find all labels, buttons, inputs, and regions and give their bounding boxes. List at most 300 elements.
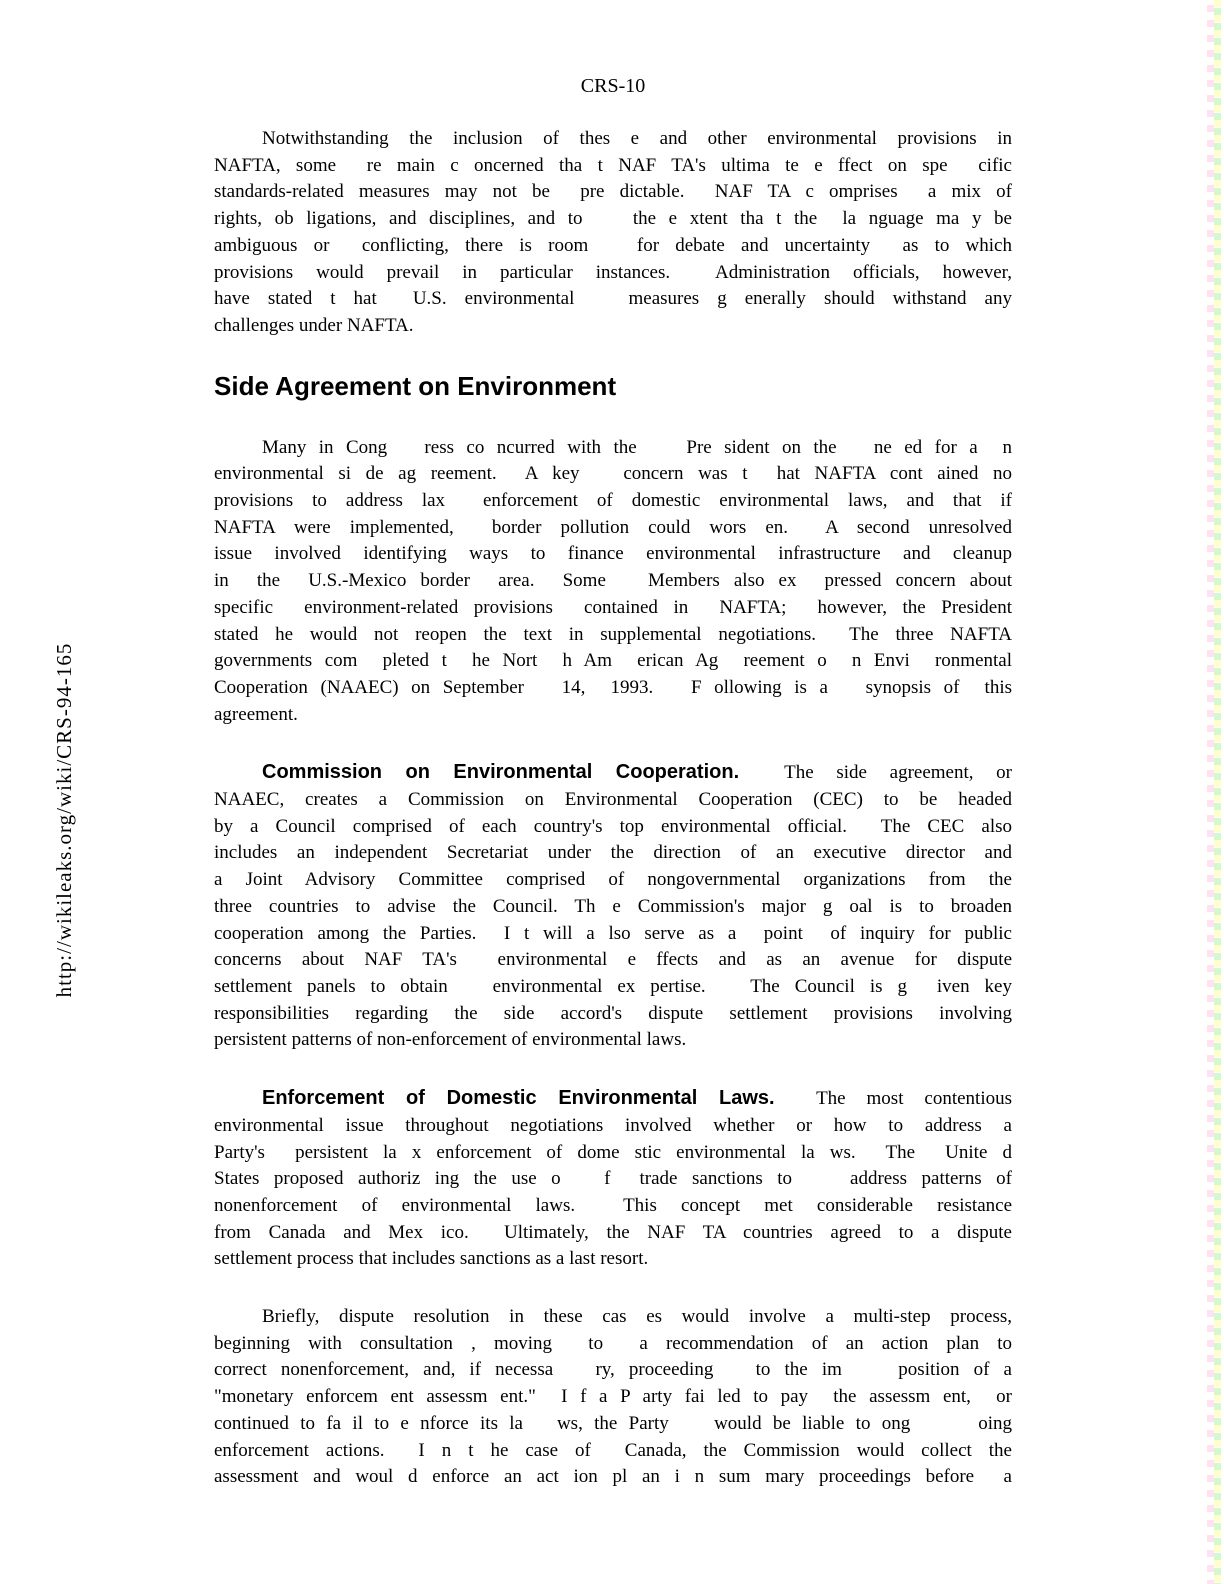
pattern-square xyxy=(1214,420,1221,427)
pattern-square xyxy=(1214,510,1221,517)
pattern-square xyxy=(1207,725,1214,732)
text-line: NAFTA, some re main c oncerned tha t NAF TA's ultima te e ffect on spe cific xyxy=(214,154,1012,176)
pattern-square xyxy=(1214,923,1221,930)
pattern-square xyxy=(1207,530,1214,537)
pattern-square xyxy=(1207,890,1214,897)
pattern-square xyxy=(1214,1358,1221,1365)
pattern-square xyxy=(1214,690,1221,697)
pattern-square xyxy=(1207,170,1214,177)
pattern-square xyxy=(1214,233,1221,240)
pattern-square xyxy=(1214,450,1221,457)
pattern-square xyxy=(1207,845,1214,852)
pattern-square xyxy=(1207,635,1214,642)
pattern-square xyxy=(1214,45,1221,52)
pattern-square xyxy=(1207,1115,1214,1122)
pattern-square xyxy=(1214,1485,1221,1492)
pattern-square xyxy=(1214,188,1221,195)
pattern-square xyxy=(1207,1400,1214,1407)
pattern-square xyxy=(1207,1550,1214,1557)
pattern-square xyxy=(1214,330,1221,337)
pattern-square xyxy=(1214,953,1221,960)
pattern-square xyxy=(1214,1013,1221,1020)
pattern-square xyxy=(1214,788,1221,795)
pattern-square xyxy=(1214,1253,1221,1260)
pattern-square xyxy=(1214,833,1221,840)
pattern-square xyxy=(1207,1100,1214,1107)
text-line: nonenforcement of environmental laws. This concept met considerable resistance xyxy=(214,1194,1012,1216)
text-line: in the U.S.-Mexico border area. Some Members also ex pressed concern about xyxy=(214,570,1012,592)
pattern-square xyxy=(1214,173,1221,180)
text-line: agreement. xyxy=(214,703,298,725)
pattern-square xyxy=(1214,120,1221,127)
pattern-square xyxy=(1214,1478,1221,1485)
pattern-square xyxy=(1214,623,1221,630)
pattern-square xyxy=(1207,1145,1214,1152)
pattern-square xyxy=(1214,818,1221,825)
pattern-square xyxy=(1214,1373,1221,1380)
pattern-square xyxy=(1207,515,1214,522)
text-line: settlement process that includes sanctions as a last resort. xyxy=(214,1248,649,1270)
pattern-square xyxy=(1207,1370,1214,1377)
pattern-square xyxy=(1214,465,1221,472)
pattern-square xyxy=(1214,660,1221,667)
pattern-square xyxy=(1214,1050,1221,1057)
pattern-square xyxy=(1207,1055,1214,1062)
pattern-square xyxy=(1207,395,1214,402)
text-line: provisions to address lax enforcement of domestic environmental laws, and that if xyxy=(214,490,1012,512)
pattern-square xyxy=(1214,1215,1221,1222)
pattern-square xyxy=(1207,440,1214,447)
pattern-square xyxy=(1214,983,1221,990)
pattern-square xyxy=(1214,105,1221,112)
pattern-square xyxy=(1214,743,1221,750)
section-heading: Side Agreement on Environment xyxy=(214,370,617,401)
pattern-square xyxy=(1214,855,1221,862)
text-line: beginning with consultation , moving to a recommendation of an action plan to xyxy=(214,1332,1012,1354)
pattern-square xyxy=(1214,128,1221,135)
pattern-square xyxy=(1214,1433,1221,1440)
text-line: correct nonenforcement, and, if necessa ry, proceeding to the im position of a xyxy=(214,1359,1012,1381)
text-line: Briefly, dispute resolution in these cas es would involve a multi-step process, xyxy=(262,1306,1012,1328)
pattern-square xyxy=(1207,185,1214,192)
text-line: NAFTA were implemented, border pollution could wors en. A second unresolved xyxy=(214,516,1012,538)
page-header: CRS-10 xyxy=(580,75,646,97)
pattern-square xyxy=(1214,563,1221,570)
pattern-square xyxy=(1207,1280,1214,1287)
pattern-square xyxy=(1207,410,1214,417)
pattern-square xyxy=(1214,1103,1221,1110)
text-line: have stated t hat U.S. environmental measures g enerally should withstand any xyxy=(214,288,1012,310)
pattern-square xyxy=(1207,605,1214,612)
pattern-square xyxy=(1207,470,1214,477)
pattern-square xyxy=(1207,950,1214,957)
pattern-square xyxy=(1214,593,1221,600)
pattern-square xyxy=(1207,110,1214,117)
line-text: The side agreement, or xyxy=(739,762,1012,784)
pattern-square xyxy=(1214,1035,1221,1042)
pattern-square xyxy=(1207,665,1214,672)
pattern-square xyxy=(1207,1475,1214,1482)
pattern-square xyxy=(1214,1268,1221,1275)
pattern-square xyxy=(1214,240,1221,247)
pattern-square xyxy=(1214,75,1221,82)
pattern-square xyxy=(1214,773,1221,780)
pattern-square xyxy=(1207,770,1214,777)
paragraph xyxy=(214,126,1012,340)
pattern-square xyxy=(1207,365,1214,372)
pattern-square xyxy=(1207,1565,1214,1572)
pattern-square xyxy=(1207,785,1214,792)
pattern-square xyxy=(1207,1580,1214,1584)
pattern-square xyxy=(1214,653,1221,660)
pattern-square xyxy=(1214,218,1221,225)
pattern-square xyxy=(1214,1500,1221,1507)
pattern-square xyxy=(1207,1520,1214,1527)
text-line: standards-related measures may not be pre dictable. NAF TA c omprises a mix of xyxy=(214,181,1012,203)
text-line: specific environment-related provisions contained in NAFTA; however, the President xyxy=(214,596,1012,618)
pattern-square xyxy=(1214,143,1221,150)
pattern-square xyxy=(1214,15,1221,22)
pattern-square xyxy=(1214,1328,1221,1335)
pattern-square xyxy=(1214,720,1221,727)
pattern-square xyxy=(1214,1320,1221,1327)
pattern-square xyxy=(1214,1245,1221,1252)
pattern-square xyxy=(1214,1388,1221,1395)
pattern-square xyxy=(1207,1430,1214,1437)
pattern-square xyxy=(1207,545,1214,552)
pattern-square xyxy=(1214,428,1221,435)
pattern-square xyxy=(1214,1125,1221,1132)
pattern-square xyxy=(1207,560,1214,567)
pattern-square xyxy=(1214,960,1221,967)
pattern-square xyxy=(1214,1560,1221,1567)
pattern-square xyxy=(1214,675,1221,682)
pattern-square xyxy=(1214,1395,1221,1402)
pattern-square xyxy=(1214,1448,1221,1455)
pattern-square xyxy=(1214,1425,1221,1432)
pattern-square xyxy=(1214,915,1221,922)
pattern-square xyxy=(1207,200,1214,207)
pattern-square xyxy=(1214,38,1221,45)
pattern-square xyxy=(1214,668,1221,675)
pattern-square xyxy=(1207,1505,1214,1512)
pattern-square xyxy=(1207,245,1214,252)
pattern-square xyxy=(1214,338,1221,345)
pattern-square xyxy=(1214,1365,1221,1372)
pattern-square xyxy=(1207,305,1214,312)
paragraph xyxy=(214,435,1012,729)
pattern-square xyxy=(1214,1350,1221,1357)
pattern-square xyxy=(1207,500,1214,507)
pattern-square xyxy=(1214,1163,1221,1170)
pattern-square xyxy=(1207,1250,1214,1257)
pattern-square xyxy=(1214,765,1221,772)
pattern-square xyxy=(1214,1335,1221,1342)
pattern-square xyxy=(1214,870,1221,877)
pattern-square xyxy=(1214,150,1221,157)
pattern-square xyxy=(1207,1385,1214,1392)
pattern-square xyxy=(1207,650,1214,657)
pattern-square xyxy=(1207,350,1214,357)
pattern-square xyxy=(1214,1515,1221,1522)
pattern-square xyxy=(1214,1088,1221,1095)
pattern-square xyxy=(1214,458,1221,465)
pattern-square xyxy=(1207,965,1214,972)
pattern-square xyxy=(1207,590,1214,597)
wikileaks-url-watermark: http://wikileaks.org/wiki/CRS-94-165 xyxy=(52,642,76,998)
pattern-square xyxy=(1207,5,1214,12)
pattern-square xyxy=(1214,615,1221,622)
pattern-square xyxy=(1214,975,1221,982)
paragraph xyxy=(214,759,1012,1054)
pattern-square xyxy=(1214,698,1221,705)
pattern-square xyxy=(1214,1170,1221,1177)
pattern-square xyxy=(1207,1175,1214,1182)
page-edge-pattern xyxy=(1201,0,1224,1584)
paragraph xyxy=(214,1085,1012,1273)
pattern-square xyxy=(1214,435,1221,442)
pattern-square xyxy=(1214,1530,1221,1537)
pattern-square xyxy=(1207,860,1214,867)
pattern-square xyxy=(1214,30,1221,37)
line-text: The most contentious xyxy=(774,1088,1012,1110)
pattern-square xyxy=(1214,1275,1221,1282)
pattern-square xyxy=(1207,125,1214,132)
pattern-square xyxy=(1214,1110,1221,1117)
pattern-square xyxy=(1207,155,1214,162)
pattern-square xyxy=(1214,368,1221,375)
text-line: ambiguous or conflicting, there is room for debate and uncertainty as to which xyxy=(214,234,1012,256)
pattern-square xyxy=(1214,60,1221,67)
pattern-square xyxy=(1214,495,1221,502)
pattern-square xyxy=(1207,1310,1214,1317)
pattern-square xyxy=(1214,518,1221,525)
text-line: rights, ob ligations, and disciplines, and to the e xtent tha t the la nguage ma y be xyxy=(214,208,1012,230)
pattern-square xyxy=(1207,875,1214,882)
pattern-square xyxy=(1214,323,1221,330)
text-line: environmental si de ag reement. A key concern was t hat NAFTA cont ained no xyxy=(214,463,1012,485)
pattern-square xyxy=(1214,375,1221,382)
pattern-square xyxy=(1214,585,1221,592)
pattern-square xyxy=(1207,1460,1214,1467)
pattern-square xyxy=(1214,1178,1221,1185)
pattern-square xyxy=(1214,0,1221,7)
pattern-square xyxy=(1207,380,1214,387)
pattern-square xyxy=(1214,353,1221,360)
pattern-square xyxy=(1207,815,1214,822)
pattern-square xyxy=(1214,53,1221,60)
pattern-square xyxy=(1207,95,1214,102)
pattern-square xyxy=(1207,140,1214,147)
pattern-square xyxy=(1214,1058,1221,1065)
pattern-square xyxy=(1214,488,1221,495)
text-line: NAAEC, creates a Commission on Environmental Cooperation (CEC) to be headed xyxy=(214,789,1012,811)
pattern-square xyxy=(1207,830,1214,837)
pattern-square xyxy=(1214,735,1221,742)
pattern-square xyxy=(1214,1260,1221,1267)
pattern-square xyxy=(1214,1470,1221,1477)
pattern-square xyxy=(1214,908,1221,915)
pattern-square xyxy=(1207,1265,1214,1272)
text-line: States proposed authoriz ing the use o f trade sanctions to address patterns of xyxy=(214,1168,1012,1190)
pattern-square xyxy=(1214,443,1221,450)
pattern-square xyxy=(1207,905,1214,912)
text-line: responsibilities regarding the side accord's dispute settlement provisions involving xyxy=(214,1002,1012,1024)
pattern-square xyxy=(1207,65,1214,72)
pattern-square xyxy=(1214,900,1221,907)
pattern-square xyxy=(1214,1283,1221,1290)
pattern-square xyxy=(1214,840,1221,847)
pattern-square xyxy=(1207,740,1214,747)
pattern-square xyxy=(1214,158,1221,165)
pattern-square xyxy=(1214,503,1221,510)
text-line: governments com pleted t he Nort h Am erican Ag reement o n Envi ronmental xyxy=(214,650,1012,672)
pattern-square xyxy=(1214,1238,1221,1245)
pattern-square xyxy=(1214,345,1221,352)
pattern-square xyxy=(1207,35,1214,42)
pattern-square xyxy=(1214,225,1221,232)
pattern-square xyxy=(1214,1410,1221,1417)
pattern-square xyxy=(1214,1508,1221,1515)
pattern-square xyxy=(1214,878,1221,885)
pattern-square xyxy=(1214,570,1221,577)
pattern-square xyxy=(1214,135,1221,142)
pattern-square xyxy=(1214,968,1221,975)
pattern-square xyxy=(1214,1140,1221,1147)
pattern-square xyxy=(1214,203,1221,210)
pattern-square xyxy=(1214,803,1221,810)
text-line: concerns about NAF TA's environmental e ffects and as an avenue for dispute xyxy=(214,949,1012,971)
text-line xyxy=(214,1085,1012,1113)
pattern-square xyxy=(1214,165,1221,172)
pattern-square xyxy=(1214,405,1221,412)
pattern-square xyxy=(1214,1380,1221,1387)
pattern-square xyxy=(1214,1403,1221,1410)
pattern-square xyxy=(1207,320,1214,327)
text-line: Party's persistent la x enforcement of dome stic environmental la ws. The Unite d xyxy=(214,1141,1012,1163)
pattern-square xyxy=(1214,300,1221,307)
pattern-square xyxy=(1214,1298,1221,1305)
text-line: Many in Cong ress co ncurred with the Pre sident on the ne ed for a n xyxy=(262,436,1012,458)
pattern-square xyxy=(1214,308,1221,315)
pattern-square xyxy=(1214,1193,1221,1200)
text-line: assessment and woul d enforce an act ion pl an i n sum mary proceedings before a xyxy=(214,1466,1012,1488)
pattern-square xyxy=(1214,1155,1221,1162)
pattern-square xyxy=(1214,705,1221,712)
pattern-square xyxy=(1207,1340,1214,1347)
pattern-square xyxy=(1214,195,1221,202)
text-line: persistent patterns of non-enforcement of environmental laws. xyxy=(214,1029,687,1051)
pattern-square xyxy=(1214,398,1221,405)
paragraph xyxy=(214,1304,1012,1491)
text-line: "monetary enforcem ent assessm ent." I f a P arty fai led to pay the assessm ent, or xyxy=(214,1386,1012,1408)
pattern-square xyxy=(1214,278,1221,285)
pattern-square xyxy=(1207,620,1214,627)
pattern-square xyxy=(1214,1440,1221,1447)
pattern-square xyxy=(1214,1575,1221,1582)
pattern-square xyxy=(1214,728,1221,735)
pattern-square xyxy=(1214,1028,1221,1035)
pattern-square xyxy=(1214,990,1221,997)
pattern-square xyxy=(1207,1130,1214,1137)
pattern-square xyxy=(1214,113,1221,120)
pattern-square xyxy=(1207,1535,1214,1542)
document-content xyxy=(214,74,1012,1522)
pattern-square xyxy=(1214,540,1221,547)
pattern-square xyxy=(1214,848,1221,855)
pattern-square xyxy=(1214,270,1221,277)
pattern-square xyxy=(1214,285,1221,292)
pattern-square xyxy=(1214,548,1221,555)
pattern-square xyxy=(1207,1295,1214,1302)
text-line: a Joint Advisory Committee comprised of nongovernmental organizations from the xyxy=(214,869,1012,891)
pattern-square xyxy=(1207,260,1214,267)
pattern-square xyxy=(1207,1205,1214,1212)
pattern-square xyxy=(1214,180,1221,187)
pattern-square xyxy=(1214,390,1221,397)
text-line: settlement panels to obtain environmental ex pertise. The Council is g iven key xyxy=(214,975,1012,997)
text-line: Cooperation (NAAEC) on September 14, 1993. F ollowing is a synopsis of this xyxy=(214,676,1012,698)
pattern-square xyxy=(1207,800,1214,807)
pattern-square xyxy=(1214,480,1221,487)
pattern-square xyxy=(1214,930,1221,937)
pattern-square xyxy=(1214,1073,1221,1080)
pattern-square xyxy=(1214,1095,1221,1102)
text-line: challenges under NAFTA. xyxy=(214,314,414,336)
pattern-square xyxy=(1214,825,1221,832)
run-in-heading: Commission on Environmental Cooperation. xyxy=(262,761,740,784)
pattern-square xyxy=(1214,8,1221,15)
pattern-square xyxy=(1214,98,1221,105)
pattern-square xyxy=(1207,1010,1214,1017)
pattern-square xyxy=(1214,645,1221,652)
text-line: enforcement actions. I n t he case of Canada, the Commission would collect the xyxy=(214,1439,1012,1461)
pattern-square xyxy=(1214,638,1221,645)
text-line: includes an independent Secretariat under the direction of an executive director and xyxy=(214,842,1012,864)
pattern-square xyxy=(1214,68,1221,75)
text-line: Notwithstanding the inclusion of thes e and other environmental provisions in xyxy=(262,128,1012,149)
text-line: continued to fa il to e nforce its la ws, the Party would be liable to ong oing xyxy=(214,1412,1012,1434)
pattern-square xyxy=(1214,1538,1221,1545)
pattern-square xyxy=(1214,863,1221,870)
pattern-square xyxy=(1207,1490,1214,1497)
pattern-square xyxy=(1214,90,1221,97)
pattern-square xyxy=(1214,893,1221,900)
pattern-square xyxy=(1214,600,1221,607)
pattern-square xyxy=(1214,998,1221,1005)
pattern-square xyxy=(1207,1070,1214,1077)
pattern-square xyxy=(1214,1343,1221,1350)
pattern-square xyxy=(1207,695,1214,702)
pattern-square xyxy=(1207,1235,1214,1242)
pattern-square xyxy=(1207,335,1214,342)
text-line: cooperation among the Parties. I t will a lso serve as a point of inquiry for public xyxy=(214,922,1012,944)
pattern-square xyxy=(1214,83,1221,90)
pattern-square xyxy=(1214,555,1221,562)
pattern-square xyxy=(1214,1313,1221,1320)
pattern-square xyxy=(1207,230,1214,237)
text-line: provisions would prevail in particular instances. Administration officials, however, xyxy=(214,261,1012,283)
pattern-square xyxy=(1214,1418,1221,1425)
pattern-square xyxy=(1214,1545,1221,1552)
pattern-square xyxy=(1214,23,1221,30)
pattern-square xyxy=(1214,1133,1221,1140)
pattern-square xyxy=(1214,1043,1221,1050)
pattern-square xyxy=(1214,210,1221,217)
pattern-square xyxy=(1207,275,1214,282)
pattern-square xyxy=(1214,758,1221,765)
pattern-square xyxy=(1214,1553,1221,1560)
